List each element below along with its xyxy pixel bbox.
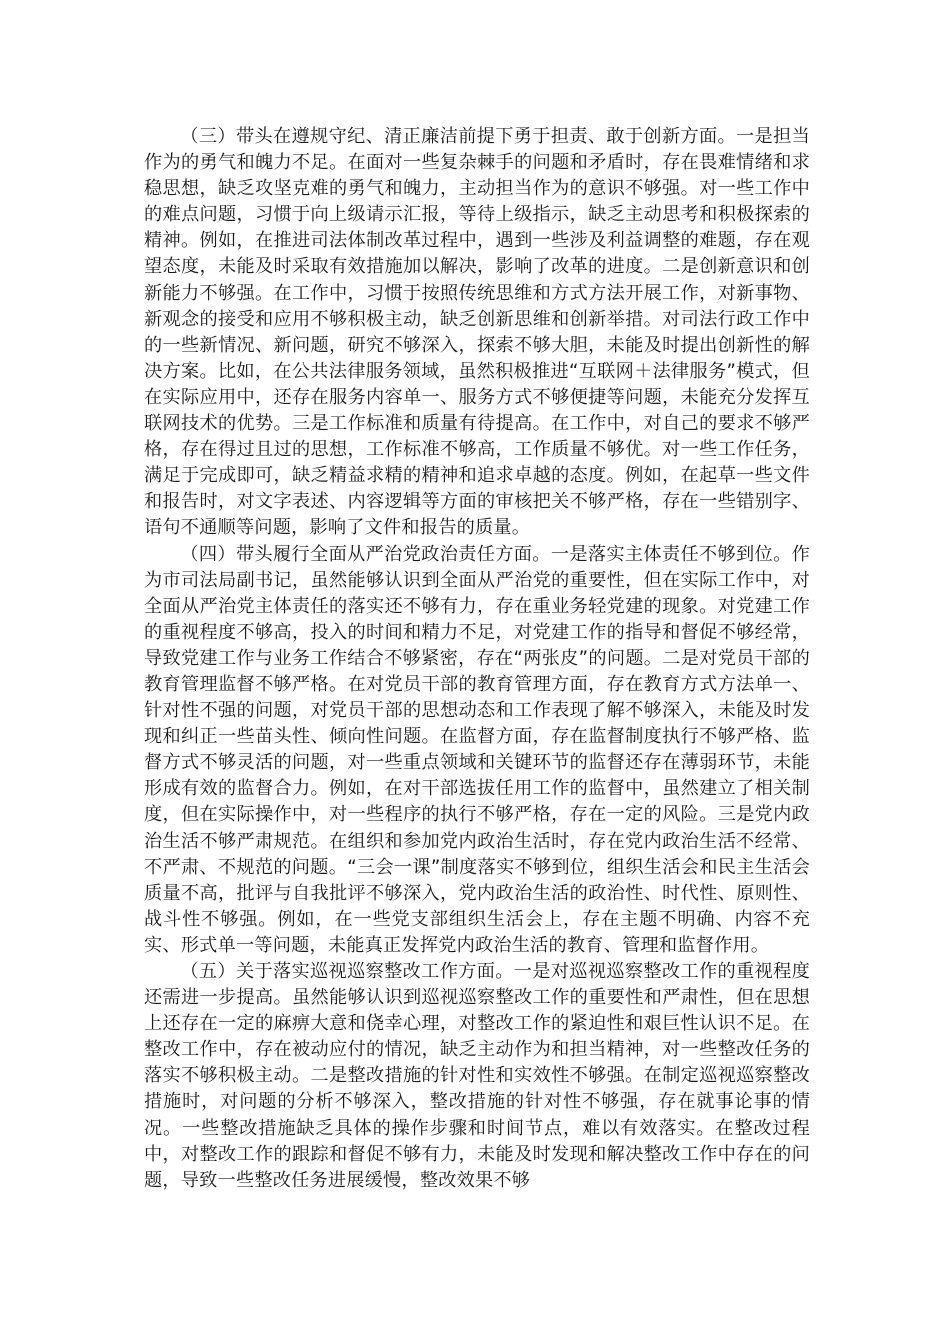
document-body <box>144 124 810 1194</box>
paragraph-section-4: （四）带头履行全面从严治党政治责任方面。一是落实主体责任不够到位。作为市司法局副书记，虽然能够认识到全面从严治党的重要性，但在实际工作中，对全面从严治党主体责任的落实还不够有力，存在重业务轻党建的现象。对党建工作的重视程度不够高，投入的时间和精力不足，对党建工作的指导和督促不够经常，导致党建工作与业务工作结合不够紧密，存在“两张皮”的问题。二是对党员干部的教育管理监督不够严格。在对党员干部的教育管理方面，存在教育方式方法单一、针对性不强的问题，对党员干部的思想动态和工作表现了解不够深入，未能及时发现和纠正一些苗头性、倾向性问题。在监督方面，存在监督制度执行不够严格、监督方式不够灵活的问题，对一些重点领域和关键环节的监督还存在薄弱环节，未能形成有效的监督合力。例如，在对干部选拔任用工作的监督中，虽然建立了相关制度，但在实际操作中，对一些程序的执行不够严格，存在一定的风险。三是党内政治生活不够严肃规范。在组织和参加党内政治生活时，存在党内政治生活不经常、不严肃、不规范的问题。“三会一课”制度落实不够到位，组织生活会和民主生活会质量不高，批评与自我批评不够深入，党内政治生活的政治性、时代性、原则性、战斗性不够强。例如，在一些党支部组织生活会上，存在主题不明确、内容不充实、形式单一等问题，未能真正发挥党内政治生活的教育、管理和监督作用。 <box>144 543 810 956</box>
paragraph-section-5: （五）关于落实巡视巡察整改工作方面。一是对巡视巡察整改工作的重视程度还需进一步提高。虽然能够认识到巡视巡察整改工作的重要性和严肃性，但在思想上还存在一定的麻痹大意和侥幸心理，对整改工作的紧迫性和艰巨性认识不足。在整改工作中，存在被动应付的情况，缺乏主动作为和担当精神，对一些整改任务的落实不够积极主动。二是整改措施的针对性和实效性不够强。在制定巡视巡察整改措施时，对问题的分析不够深入，整改措施的针对性不够强，存在就事论事的情况。一些整改措施缺乏具体的操作步骤和时间节点，难以有效落实。在整改过程中，对整改工作的跟踪和督促不够有力，未能及时发现和解决整改工作中存在的问题，导致一些整改任务进展缓慢，整改效果不够 <box>144 961 810 1191</box>
paragraph-section-3: （三）带头在遵规守纪、清正廉洁前提下勇于担责、敢于创新方面。一是担当作为的勇气和魄力不足。在面对一些复杂棘手的问题和矛盾时，存在畏难情绪和求稳思想，缺乏攻坚克难的勇气和魄力，主动担当作为的意识不够强。对一些工作中的难点问题，习惯于向上级请示汇报，等待上级指示，缺乏主动思考和积极探索的精神。例如，在推进司法体制改革过程中，遇到一些涉及利益调整的难题，存在观望态度，未能及时采取有效措施加以解决，影响了改革的进度。二是创新意识和创新能力不够强。在工作中，习惯于按照传统思维和方式方法开展工作，对新事物、新观念的接受和应用不够积极主动，缺乏创新思维和创新举措。对司法行政工作中的一些新情况、新问题，研究不够深入，探索不够大胆，未能及时提出创新性的解决方案。比如，在公共法律服务领域，虽然积极推进“互联网＋法律服务”模式，但在实际应用中，还存在服务内容单一、服务方式不够便捷等问题，未能充分发挥互联网技术的优势。三是工作标准和质量有待提高。在工作中，对自己的要求不够严格，存在得过且过的思想，工作标准不够高，工作质量不够优。对一些工作任务，满足于完成即可，缺乏精益求精的精神和追求卓越的态度。例如，在起草一些文件和报告时，对文字表述、内容逻辑等方面的审核把关不够严格，存在一些错别字、语句不通顺等问题，影响了文件和报告的质量。 <box>144 126 810 539</box>
